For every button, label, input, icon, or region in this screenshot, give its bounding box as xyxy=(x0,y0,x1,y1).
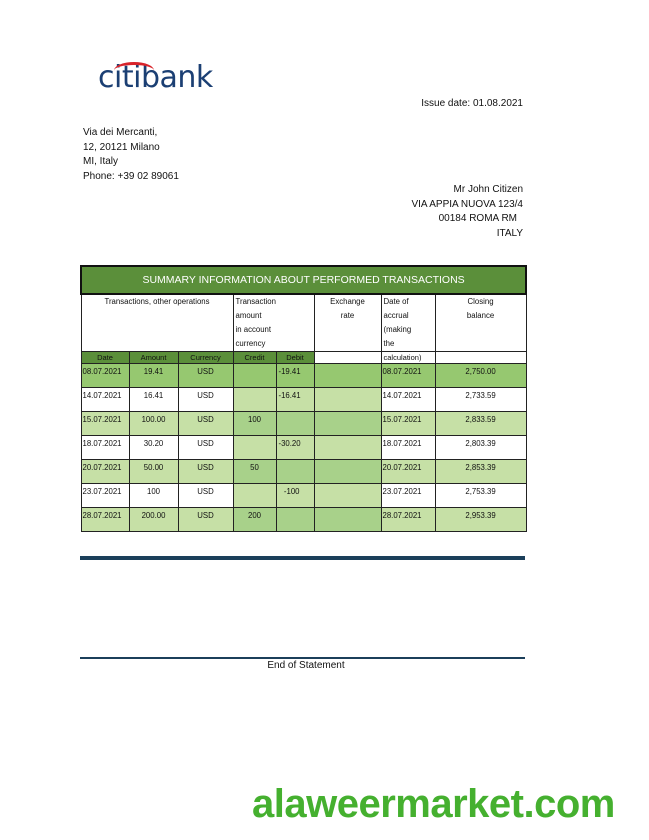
sender-address xyxy=(83,126,179,184)
cell-closing-balance: 2,750.00 xyxy=(435,364,526,388)
cell-currency: USD xyxy=(178,388,233,412)
cell-currency: USD xyxy=(178,436,233,460)
cell-credit: 50 xyxy=(233,460,276,484)
cell-exchange-rate xyxy=(314,460,381,484)
sender-line: 12, 20121 Milano xyxy=(83,141,160,153)
subheader-amount: Amount xyxy=(129,352,178,364)
transactions-table xyxy=(80,265,525,532)
cell-credit: 100 xyxy=(233,412,276,436)
sender-line: MI, Italy xyxy=(83,156,119,167)
cell-exchange-rate xyxy=(314,484,381,508)
cell-debit xyxy=(276,508,314,532)
table-row xyxy=(81,484,526,508)
cell-date: 20.07.2021 xyxy=(81,460,129,484)
cell-credit: 200 xyxy=(233,508,276,532)
cell-exchange-rate xyxy=(314,364,381,388)
cell-amount: 200.00 xyxy=(129,508,178,532)
table-row xyxy=(81,412,526,436)
subheader-blank xyxy=(435,352,526,364)
table-title: SUMMARY INFORMATION ABOUT PERFORMED TRANSACTIONS xyxy=(81,266,526,294)
cell-exchange-rate xyxy=(314,412,381,436)
cell-currency: USD xyxy=(178,460,233,484)
cell-debit xyxy=(276,412,314,436)
table-row xyxy=(81,436,526,460)
subheader-currency: Currency xyxy=(178,352,233,364)
cell-currency: USD xyxy=(178,508,233,532)
table-row xyxy=(81,388,526,412)
cell-date: 15.07.2021 xyxy=(81,412,129,436)
cell-debit: -30.20 xyxy=(276,436,314,460)
logo-citi: citi xyxy=(98,60,141,95)
cell-accrual-date: 20.07.2021 xyxy=(381,460,435,484)
header-amount: Transaction amount in account currency xyxy=(233,294,314,352)
cell-closing-balance: 2,853.39 xyxy=(435,460,526,484)
header-transactions: Transactions, other operations xyxy=(81,294,233,352)
subheader-date: Date xyxy=(81,352,129,364)
cell-debit: -19.41 xyxy=(276,364,314,388)
cell-accrual-date: 28.07.2021 xyxy=(381,508,435,532)
cell-amount: 100 xyxy=(129,484,178,508)
cell-closing-balance: 2,753.39 xyxy=(435,484,526,508)
table-row xyxy=(81,364,526,388)
subheader-debit: Debit xyxy=(276,352,314,364)
recipient-country: ITALY xyxy=(496,227,523,239)
cell-accrual-date: 18.07.2021 xyxy=(381,436,435,460)
cell-credit xyxy=(233,364,276,388)
cell-credit xyxy=(233,436,276,460)
recipient-address xyxy=(411,183,523,241)
cell-date: 23.07.2021 xyxy=(81,484,129,508)
divider-thick xyxy=(80,556,525,560)
table-row xyxy=(81,508,526,532)
cell-exchange-rate xyxy=(314,388,381,412)
subheader-calculation: calculation) xyxy=(381,352,435,364)
cell-closing-balance: 2,803.39 xyxy=(435,436,526,460)
cell-accrual-date: 14.07.2021 xyxy=(381,388,435,412)
recipient-line: VIA APPIA NUOVA 123/4 xyxy=(411,198,523,210)
cell-closing-balance: 2,833.59 xyxy=(435,412,526,436)
cell-amount: 100.00 xyxy=(129,412,178,436)
header-date-of-accrual: Date of accrual (making the xyxy=(381,294,435,352)
recipient-line: 00184 ROMA RM xyxy=(438,213,517,224)
cell-amount: 30.20 xyxy=(129,436,178,460)
cell-amount: 50.00 xyxy=(129,460,178,484)
cell-exchange-rate xyxy=(314,508,381,532)
cell-currency: USD xyxy=(178,364,233,388)
cell-currency: USD xyxy=(178,412,233,436)
recipient-name: Mr John Citizen xyxy=(453,184,523,195)
watermark: alaweermarket.com xyxy=(252,782,615,826)
cell-credit xyxy=(233,484,276,508)
sender-line: Via dei Mercanti, xyxy=(83,127,158,138)
cell-date: 18.07.2021 xyxy=(81,436,129,460)
cell-amount: 16.41 xyxy=(129,388,178,412)
cell-closing-balance: 2,953.39 xyxy=(435,508,526,532)
cell-credit xyxy=(233,388,276,412)
sender-phone: Phone: +39 02 89061 xyxy=(83,170,179,182)
subheader-blank xyxy=(314,352,381,364)
cell-amount: 19.41 xyxy=(129,364,178,388)
end-of-statement: End of Statement xyxy=(267,660,345,671)
cell-exchange-rate xyxy=(314,436,381,460)
issue-date: Issue date: 01.08.2021 xyxy=(421,98,523,109)
divider-thin xyxy=(80,657,525,659)
cell-debit xyxy=(276,460,314,484)
citibank-logo xyxy=(98,60,213,96)
cell-currency: USD xyxy=(178,484,233,508)
header-exchange-rate: Exchange rate xyxy=(314,294,381,352)
cell-accrual-date: 15.07.2021 xyxy=(381,412,435,436)
header-closing-balance: Closing balance xyxy=(435,294,526,352)
cell-date: 28.07.2021 xyxy=(81,508,129,532)
logo-arc-icon xyxy=(114,62,154,79)
cell-debit: -100 xyxy=(276,484,314,508)
cell-accrual-date: 23.07.2021 xyxy=(381,484,435,508)
cell-debit: -16.41 xyxy=(276,388,314,412)
subheader-credit: Credit xyxy=(233,352,276,364)
table-row xyxy=(81,460,526,484)
cell-date: 08.07.2021 xyxy=(81,364,129,388)
cell-date: 14.07.2021 xyxy=(81,388,129,412)
cell-accrual-date: 08.07.2021 xyxy=(381,364,435,388)
logo-bank: bank xyxy=(140,60,213,95)
cell-closing-balance: 2,733.59 xyxy=(435,388,526,412)
